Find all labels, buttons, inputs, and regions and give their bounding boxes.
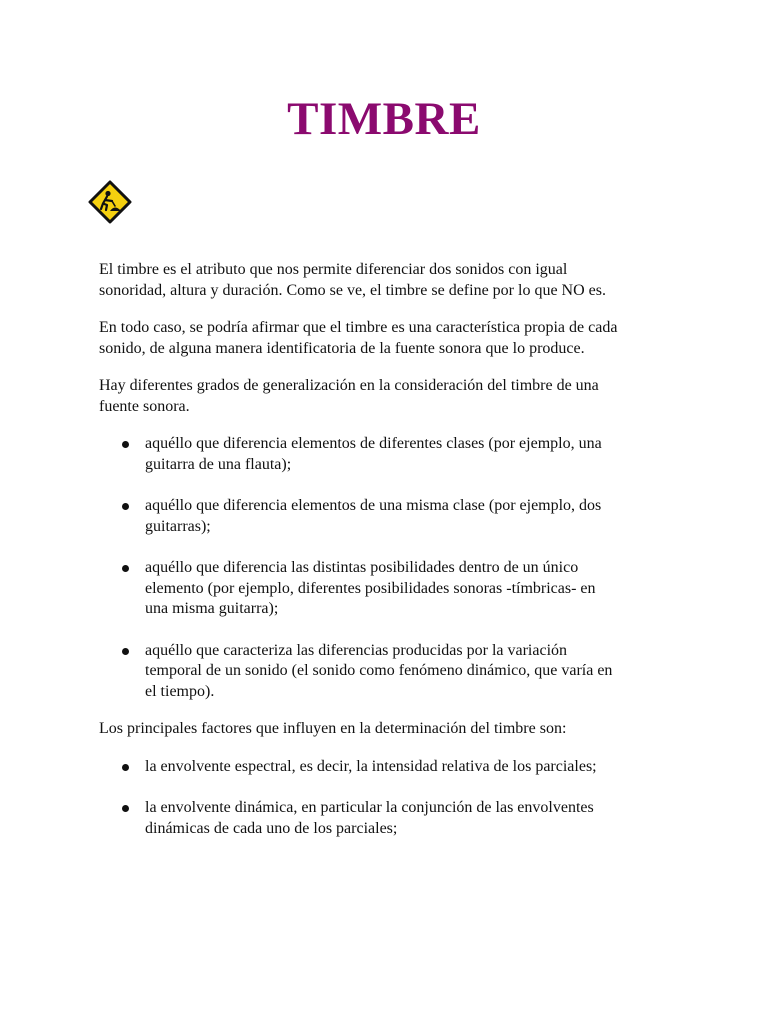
list-item [99, 757, 619, 778]
list-item [99, 641, 619, 703]
list-item [99, 558, 619, 620]
list-item-text: aquéllo que diferencia las distintas posibilidades dentro de un único elemento (por ejemplo, diferentes posibilidades sonoras -tímbricas- en una misma guitarra); [145, 559, 596, 617]
worker-head [105, 191, 110, 196]
bullet-icon [122, 648, 129, 655]
bullet-icon [122, 503, 129, 510]
list-item [99, 434, 619, 475]
list-item [99, 798, 619, 839]
page-title: TIMBRE [287, 93, 481, 145]
list-item-text: aquéllo que diferencia elementos de una misma clase (por ejemplo, dos guitarras); [145, 497, 602, 535]
bullet-icon [122, 441, 129, 448]
list-item-text: aquéllo que caracteriza las diferencias producidas por la variación temporal de un sonido (el sonido como fenómeno dinámico, que varía en el tiempo). [145, 641, 613, 700]
bullet-icon [122, 565, 129, 572]
men-at-work-warning-sign-icon [88, 180, 132, 224]
paragraph: En todo caso, se podría afirmar que el timbre es una característica propia de cada sonido, de alguna manera identificatoria de la fuente sonora que lo produce. [99, 319, 618, 357]
sign-diamond [90, 182, 130, 222]
list-item [99, 496, 619, 537]
paragraph: Los principales factores que influyen en la determinación del timbre son: [99, 720, 567, 737]
generalization-list [99, 434, 619, 702]
paragraph: Hay diferentes grados de generalización en la consideración del timbre de una fuente sonora. [99, 377, 599, 415]
bullet-icon [122, 805, 129, 812]
list-item-text: la envolvente dinámica, en particular la conjunción de las envolventes dinámicas de cada uno de los parciales; [145, 799, 594, 837]
paragraph: El timbre es el atributo que nos permite diferenciar dos sonidos con igual sonoridad, altura y duración. Como se ve, el timbre se define por lo que NO es. [99, 261, 606, 299]
list-item-text: la envolvente espectral, es decir, la intensidad relativa de los parciales; [145, 757, 597, 775]
document-body [99, 260, 619, 856]
bullet-icon [122, 764, 129, 771]
factors-list [99, 757, 619, 840]
list-item-text: aquéllo que diferencia elementos de diferentes clases (por ejemplo, una guitarra de una flauta); [145, 435, 602, 473]
